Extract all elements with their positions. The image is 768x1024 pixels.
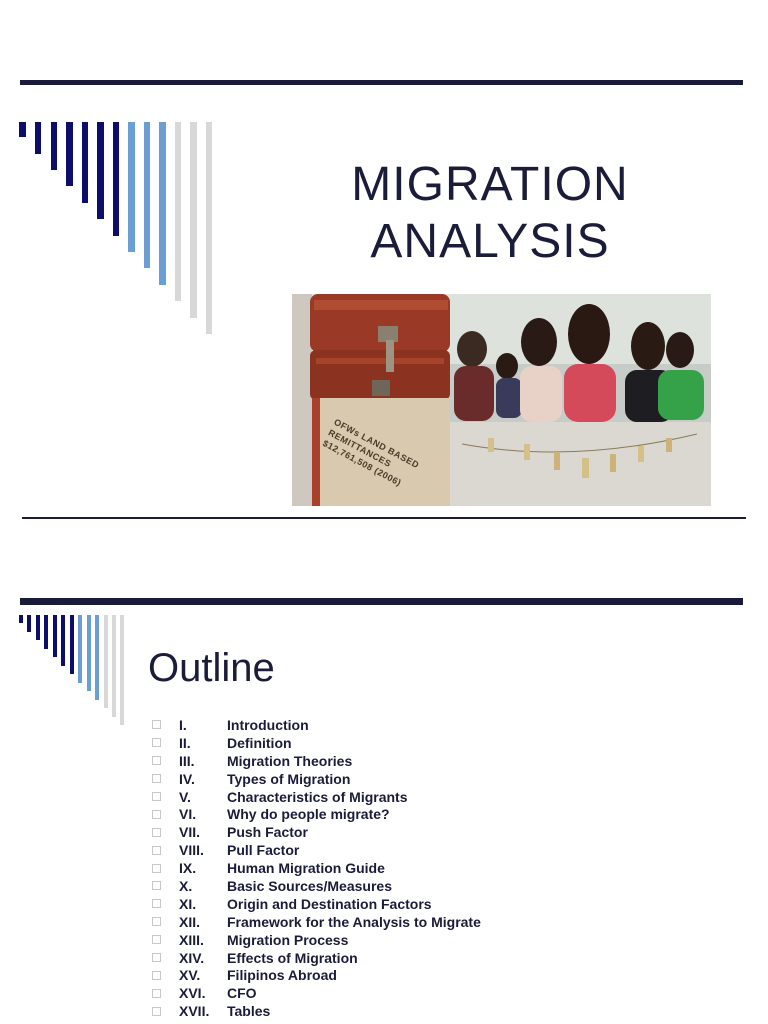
bar — [159, 122, 166, 285]
bar — [27, 615, 31, 632]
square-bullet-icon — [152, 810, 161, 819]
outline-numeral: XI. — [179, 895, 197, 912]
square-bullet-icon — [152, 792, 161, 801]
square-bullet-icon — [152, 828, 161, 837]
bar — [78, 615, 82, 683]
square-bullet-icon — [152, 846, 161, 855]
outline-title: Outline — [148, 646, 275, 690]
outline-numeral: IX. — [179, 860, 197, 877]
outline-item — [150, 931, 481, 949]
outline-numeral: V. — [179, 788, 191, 805]
square-bullet-icon — [152, 738, 161, 747]
top-rule — [20, 80, 743, 85]
outline-label: Origin and Destination Factors — [227, 895, 432, 912]
bar — [61, 615, 65, 666]
outline-label: Types of Migration — [227, 770, 351, 787]
bar — [104, 615, 108, 708]
outline-numeral: III. — [179, 752, 195, 769]
outline-label: Framework for the Analysis to Migrate — [227, 913, 481, 930]
square-bullet-icon — [152, 953, 161, 962]
outline-item — [150, 859, 481, 877]
square-bullet-icon — [152, 720, 161, 729]
square-bullet-icon — [152, 989, 161, 998]
square-bullet-icon — [152, 917, 161, 926]
bar — [44, 615, 48, 649]
bar — [82, 122, 88, 203]
bar — [53, 615, 57, 657]
outline-label: Filipinos Abroad — [227, 967, 337, 984]
outline-item — [150, 966, 481, 984]
bar — [112, 615, 116, 717]
bar — [113, 122, 119, 236]
outline-label: Human Migration Guide — [227, 860, 385, 877]
outline-item — [150, 841, 481, 859]
bar — [70, 615, 74, 674]
bar — [128, 122, 135, 252]
bar — [120, 615, 124, 725]
outline-label: Basic Sources/Measures — [227, 877, 392, 894]
photo-caption: OFWs LAND BASED REMITTANCES $12,761,508 (2006) — [321, 416, 421, 488]
outline-slide — [0, 530, 768, 1024]
bar — [95, 615, 99, 700]
outline-numeral: XV. — [179, 967, 201, 984]
bar — [144, 122, 150, 268]
slide-title — [310, 156, 670, 270]
outline-item — [150, 877, 481, 895]
outline-item — [150, 788, 481, 806]
outline-item — [150, 805, 481, 823]
bottom-rule — [22, 517, 746, 519]
outline-item — [150, 984, 481, 1002]
bar — [36, 615, 40, 640]
outline-numeral: XII. — [179, 913, 201, 930]
outline-numeral: II. — [179, 734, 191, 751]
square-bullet-icon — [152, 935, 161, 944]
bar — [87, 615, 91, 691]
outline-item — [150, 913, 481, 931]
outline-label: Effects of Migration — [227, 949, 358, 966]
square-bullet-icon — [152, 1007, 161, 1016]
square-bullet-icon — [152, 881, 161, 890]
outline-numeral: I. — [179, 716, 187, 733]
outline-label: Tables — [227, 1003, 271, 1020]
bar — [19, 122, 26, 137]
bar — [51, 122, 57, 170]
outline-item — [150, 895, 481, 913]
bar — [175, 122, 181, 301]
outline-label: Pull Factor — [227, 842, 300, 859]
title-line-2: ANALYSIS — [370, 215, 610, 268]
outline-item — [150, 949, 481, 967]
outline-label: Migration Theories — [227, 752, 353, 769]
outline-label: Migration Process — [227, 931, 349, 948]
outline-numeral: VIII. — [179, 842, 204, 859]
outline-numeral: XIV. — [179, 949, 205, 966]
outline-numeral: VII. — [179, 824, 201, 841]
outline-label: CFO — [227, 985, 257, 1002]
outline-item — [150, 752, 481, 770]
bar — [190, 122, 197, 318]
migration-photo — [292, 294, 711, 506]
bar — [35, 122, 41, 154]
outline-item — [150, 823, 481, 841]
bar — [97, 122, 104, 219]
top-rule — [20, 598, 743, 605]
bar — [66, 122, 73, 186]
title-line-1: MIGRATION — [351, 158, 629, 211]
outline-item — [150, 1002, 481, 1020]
outline-label: Push Factor — [227, 824, 308, 841]
outline-label: Characteristics of Migrants — [227, 788, 408, 805]
outline-numeral: XVII. — [179, 1003, 210, 1020]
outline-label: Introduction — [227, 716, 309, 733]
outline-numeral: IV. — [179, 770, 195, 787]
outline-label: Why do people migrate? — [227, 806, 390, 823]
outline-list — [150, 716, 481, 1020]
square-bullet-icon — [152, 774, 161, 783]
outline-numeral: XIII. — [179, 931, 204, 948]
outline-numeral: VI. — [179, 806, 197, 823]
square-bullet-icon — [152, 864, 161, 873]
photo-illustration — [292, 294, 711, 506]
outline-item — [150, 716, 481, 734]
bar — [19, 615, 23, 623]
outline-numeral: X. — [179, 877, 193, 894]
outline-item — [150, 734, 481, 752]
bar — [206, 122, 212, 334]
outline-item — [150, 770, 481, 788]
outline-label: Definition — [227, 734, 292, 751]
outline-numeral: XVI. — [179, 985, 206, 1002]
square-bullet-icon — [152, 971, 161, 980]
square-bullet-icon — [152, 899, 161, 908]
square-bullet-icon — [152, 756, 161, 765]
